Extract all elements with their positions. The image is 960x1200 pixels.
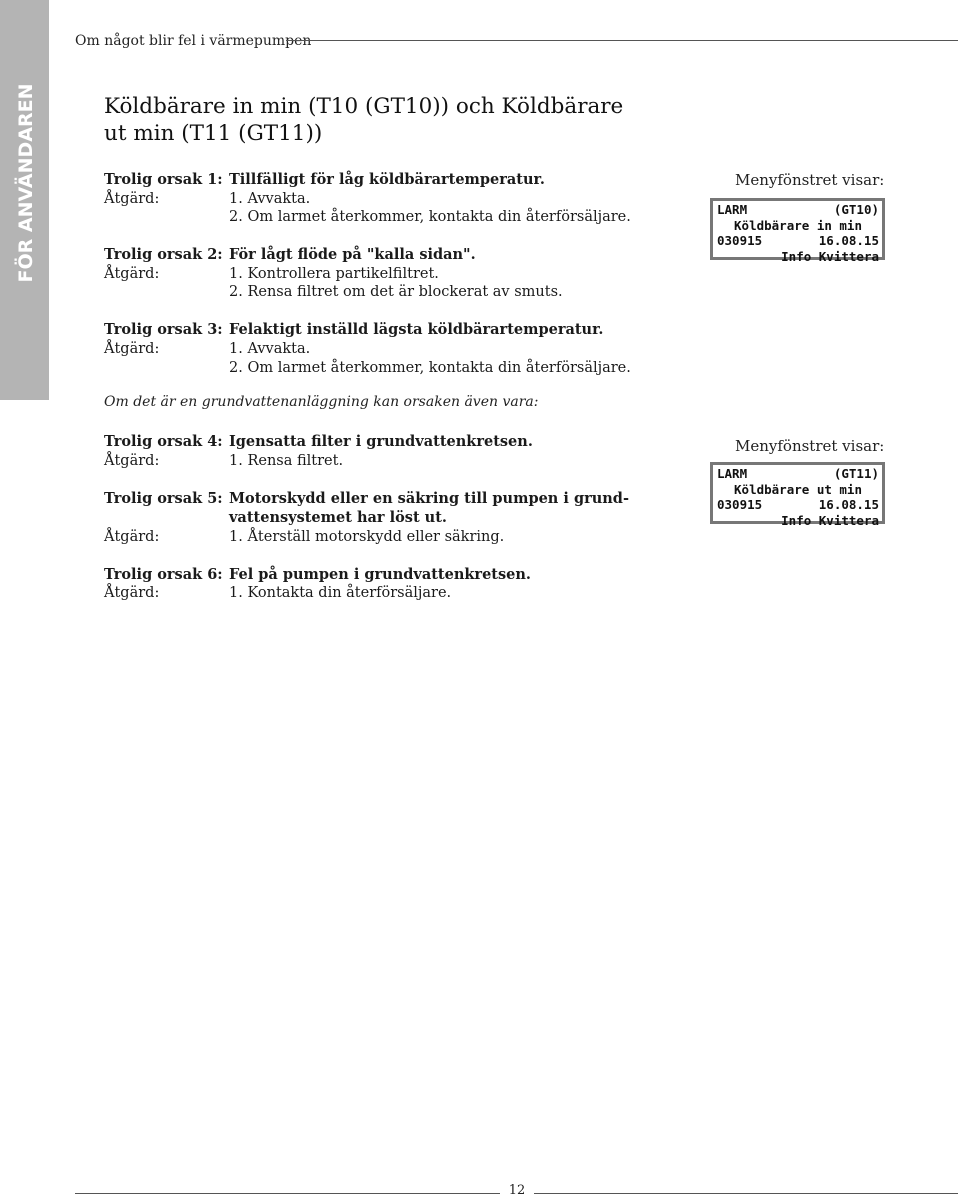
cause-6-text: Fel på pumpen i grundvattenkretsen. <box>229 566 531 583</box>
display-2-line-2 <box>717 482 879 498</box>
cause-6-action-1: 1. Kontakta din återförsäljare. <box>229 585 452 601</box>
cause-5-row <box>104 489 629 509</box>
cause-5-label: Trolig orsak 5: <box>104 490 223 507</box>
cause-5-action-1: 1. Återställ motorskydd eller säkring. <box>229 529 505 545</box>
menu-caption-2: Menyfönstret visar: <box>735 437 885 455</box>
cause-2-text: För lågt flöde på "kalla sidan". <box>229 246 476 263</box>
display-2-sensor-code: (GT11) <box>833 466 879 481</box>
cause-1-text: Tillfälligt för låg köldbärartemperatur. <box>229 171 545 188</box>
display-1-line-2 <box>717 218 879 234</box>
menu-display-1 <box>710 198 885 264</box>
display-1-alarm-text: Köldbärare in min <box>734 217 862 233</box>
cause-5-text-line-2-row <box>229 508 447 528</box>
cause-1-action-row <box>104 189 310 209</box>
cause-2-action-row <box>104 264 439 284</box>
display-2-line-3 <box>717 497 879 513</box>
cause-3-action-2: 2. Om larmet återkommer, kontakta din återförsäljare. <box>229 360 631 376</box>
cause-2-row <box>104 245 476 265</box>
cause-1-action-label: Åtgärd: <box>104 191 160 207</box>
cause-3-text: Felaktigt inställd lägsta köldbärartemperatur. <box>229 321 604 338</box>
side-tab <box>0 0 49 400</box>
cause-4-action-1: 1. Rensa filtret. <box>229 453 344 469</box>
footer-rule-right <box>534 1193 958 1194</box>
cause-4-action-label: Åtgärd: <box>104 453 160 469</box>
cause-3-label: Trolig orsak 3: <box>104 321 223 338</box>
cause-1-action-1: 1. Avvakta. <box>229 191 311 207</box>
display-2-softkeys: Info Kvittera <box>781 512 879 528</box>
running-header: Om något blir fel i värmepumpen <box>75 33 312 49</box>
display-1-line-4 <box>717 249 879 265</box>
display-1-time: 16.08.15 <box>818 233 879 248</box>
cause-4-text: Igensatta filter i grundvattenkretsen. <box>229 433 533 450</box>
cause-2-action-2: 2. Rensa filtret om det är blockerat av smuts. <box>229 284 563 300</box>
footer-rule-left <box>75 1193 500 1194</box>
cause-5-action-label: Åtgärd: <box>104 529 160 545</box>
cause-1-label: Trolig orsak 1: <box>104 171 223 188</box>
cause-6-action-row <box>104 583 451 603</box>
cause-2-action-2-row <box>229 282 563 302</box>
cause-3-action-2-row <box>229 358 631 378</box>
section-title-line-1: Köldbärare in min (T10 (GT10)) och Köldbärare <box>104 94 624 119</box>
section-title <box>104 93 623 147</box>
cause-5-action-row <box>104 527 504 547</box>
display-1-date: 030915 <box>717 233 763 248</box>
cause-5-text-line-1: Motorskydd eller en säkring till pumpen i grund- <box>229 490 629 507</box>
cause-3-row <box>104 320 603 340</box>
display-2-time: 16.08.15 <box>818 497 879 512</box>
display-2-date: 030915 <box>717 497 763 512</box>
cause-6-row <box>104 565 531 585</box>
section-title-line-2: ut min (T11 (GT11)) <box>104 121 323 146</box>
groundwater-note: Om det är en grundvattenanläggning kan orsaken även vara: <box>104 394 539 410</box>
cause-4-row <box>104 432 533 452</box>
cause-3-action-row <box>104 339 310 359</box>
display-2-line-4 <box>717 513 879 529</box>
cause-2-action-label: Åtgärd: <box>104 266 160 282</box>
side-tab-label: FÖR ANVÄNDAREN <box>15 83 37 283</box>
display-2-alarm-label: LARM <box>717 466 748 481</box>
header-rule <box>286 40 958 41</box>
display-1-alarm-label: LARM <box>717 202 748 217</box>
cause-4-action-row <box>104 451 343 471</box>
cause-2-action-1: 1. Kontrollera partikelfiltret. <box>229 266 439 282</box>
cause-3-action-label: Åtgärd: <box>104 341 160 357</box>
display-1-line-3 <box>717 233 879 249</box>
display-2-alarm-text: Köldbärare ut min <box>734 481 862 497</box>
display-1-sensor-code: (GT10) <box>833 202 879 217</box>
cause-1-action-2-row <box>229 207 631 227</box>
cause-6-action-label: Åtgärd: <box>104 585 160 601</box>
cause-3-action-1: 1. Avvakta. <box>229 341 311 357</box>
menu-caption-1: Menyfönstret visar: <box>735 171 885 189</box>
cause-6-label: Trolig orsak 6: <box>104 566 223 583</box>
page-number: 12 <box>500 1183 534 1198</box>
cause-5-text-line-2: vattensystemet har löst ut. <box>229 509 447 526</box>
menu-display-2 <box>710 462 885 528</box>
cause-4-label: Trolig orsak 4: <box>104 433 223 450</box>
display-2-line-1 <box>717 466 879 482</box>
cause-2-label: Trolig orsak 2: <box>104 246 223 263</box>
display-1-softkeys: Info Kvittera <box>781 248 879 264</box>
cause-1-row <box>104 170 545 190</box>
display-1-line-1 <box>717 202 879 218</box>
cause-1-action-2: 2. Om larmet återkommer, kontakta din återförsäljare. <box>229 209 631 225</box>
